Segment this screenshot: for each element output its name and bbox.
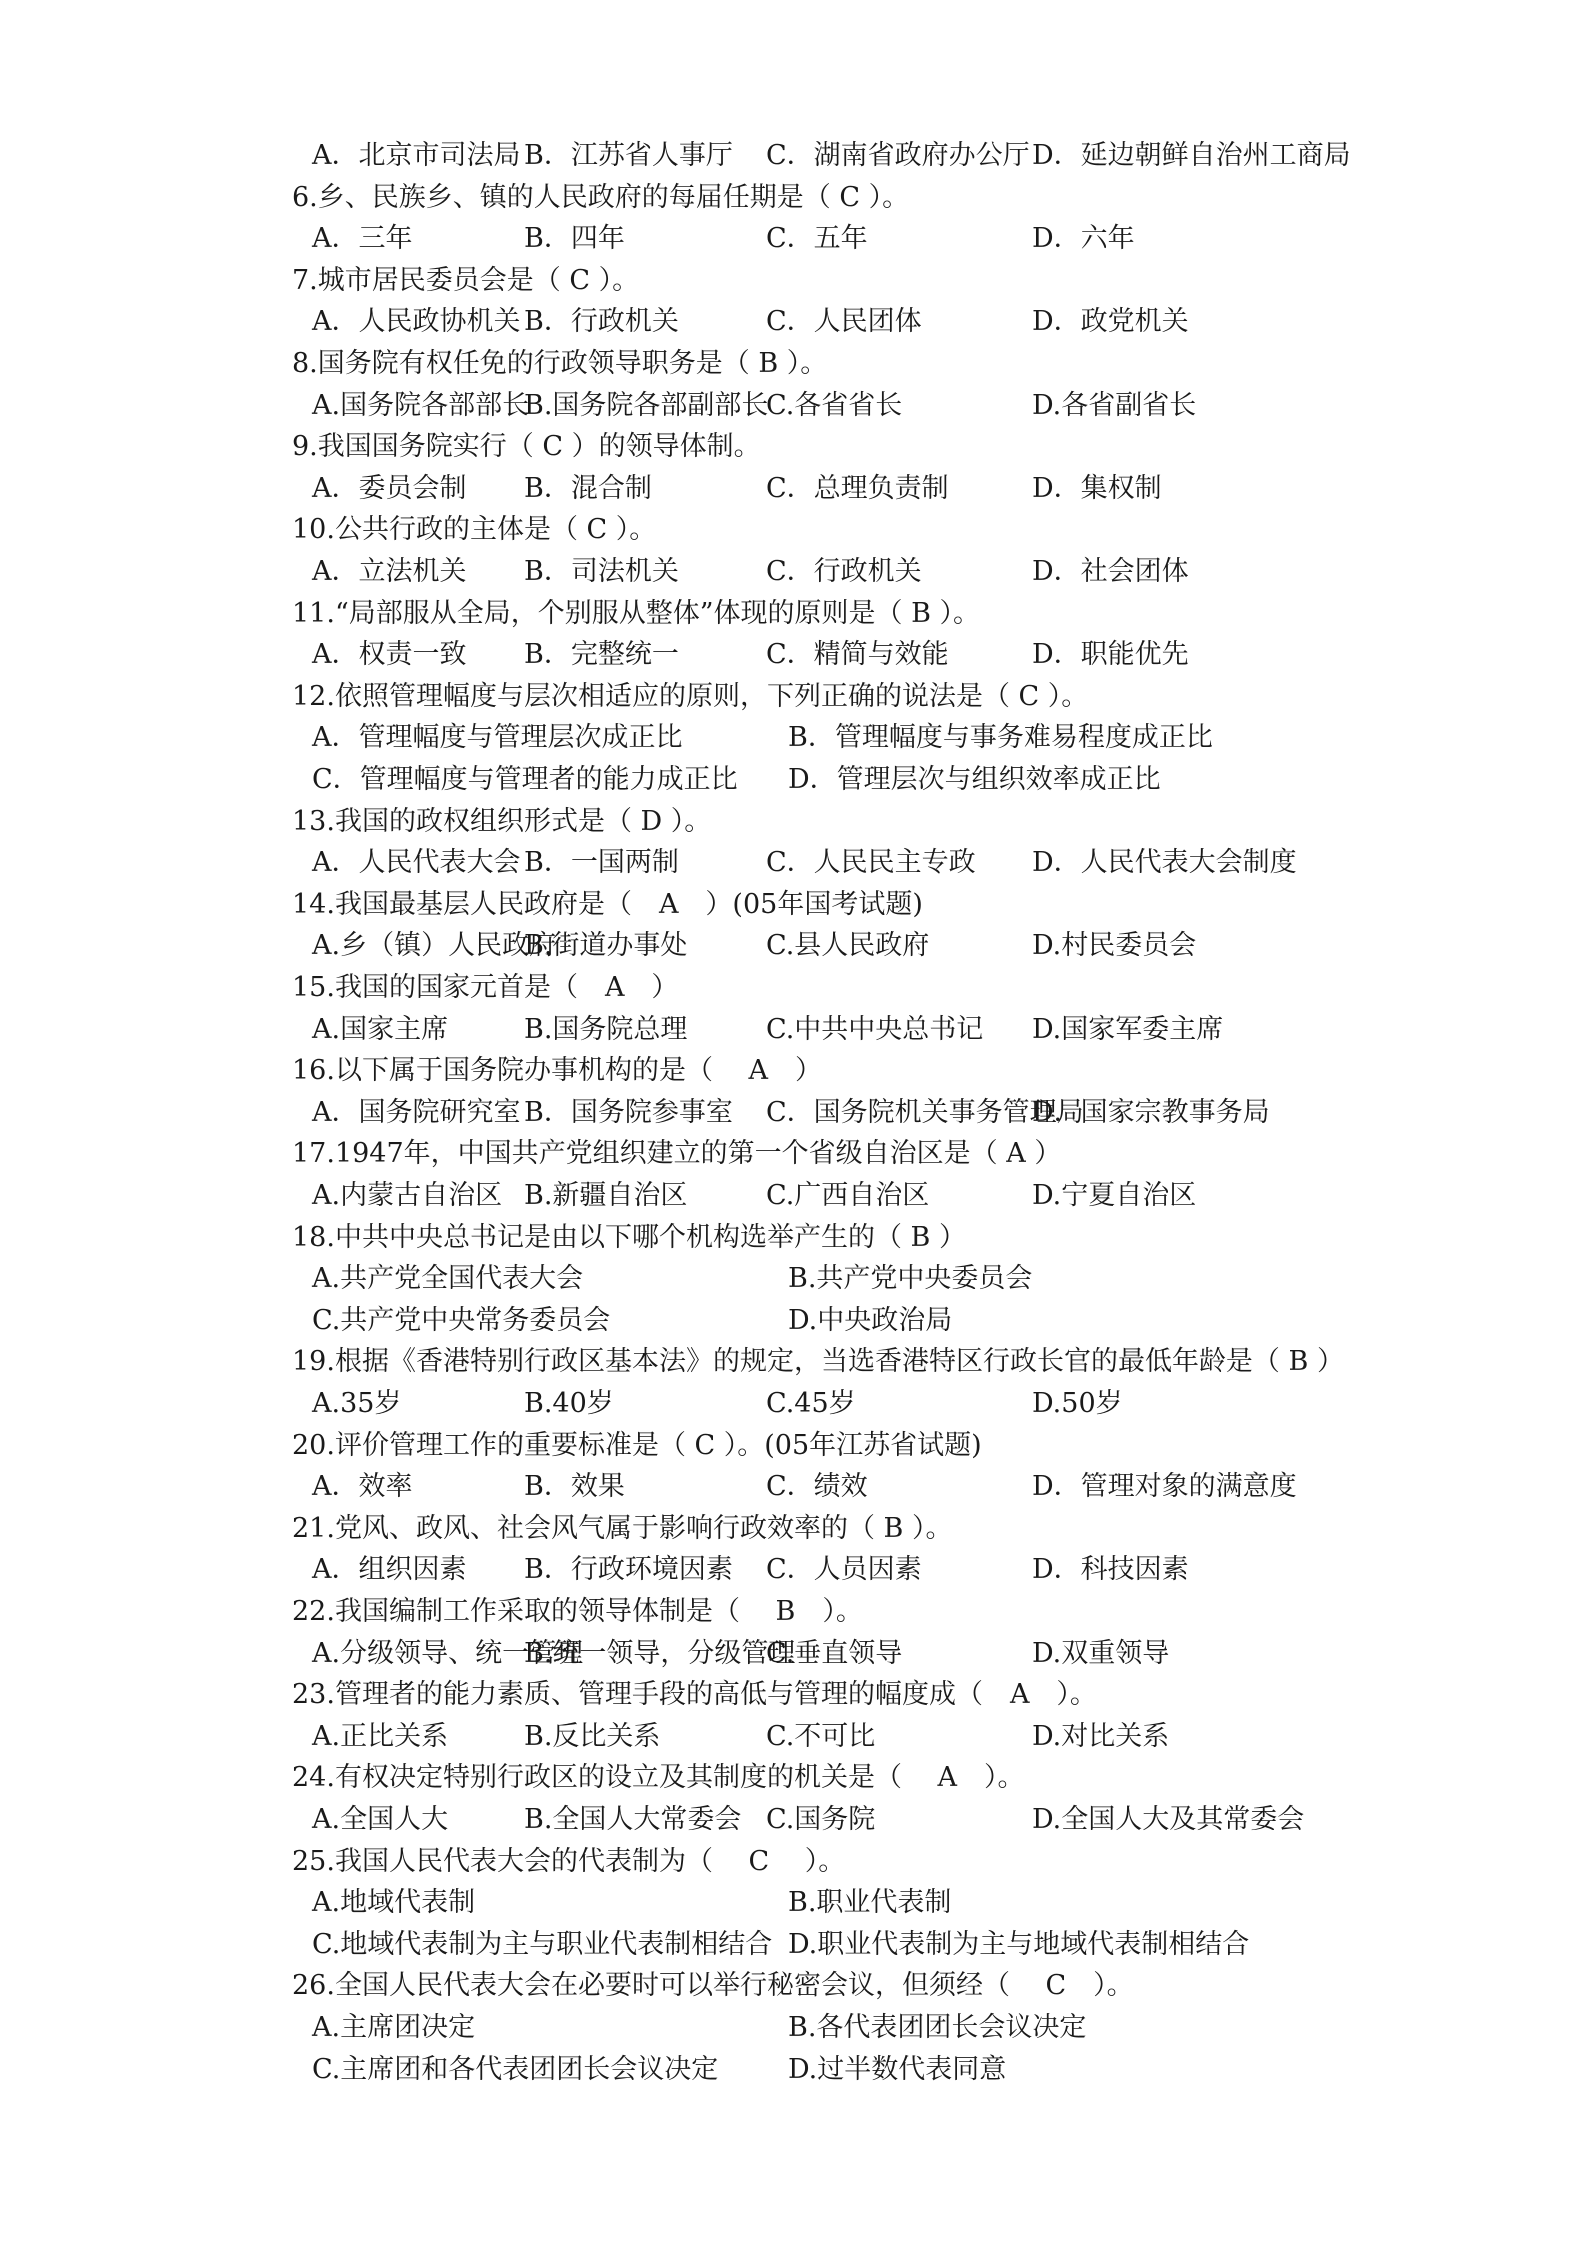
option-text: A.35岁	[312, 1388, 402, 1419]
options-line	[0, 759, 1594, 801]
question-text: 23.管理者的能力素质、管理手段的高低与管理的幅度成（ A ）。	[292, 1679, 1097, 1710]
option-text: A.全国人大	[312, 1804, 449, 1835]
option-text: C．管理幅度与管理者的能力成正比	[312, 764, 738, 795]
option-text: D.国家军委主席	[1032, 1014, 1224, 1045]
option-text: C．绩效	[766, 1471, 868, 1502]
question-line	[0, 177, 1594, 219]
option-text: D．职能优先	[1032, 639, 1189, 670]
question-line	[0, 260, 1594, 302]
option-text: B．混合制	[524, 473, 652, 504]
question-line	[0, 1133, 1594, 1175]
question-line	[0, 1050, 1594, 1092]
question-line	[0, 676, 1594, 718]
options-line	[0, 634, 1594, 676]
question-text: 6.乡、民族乡、镇的人民政府的每届任期是（ C ）。	[292, 182, 910, 213]
question-text: 25.我国人民代表大会的代表制为（ C ）。	[292, 1846, 846, 1877]
option-text: A．三年	[312, 223, 413, 254]
options-line	[0, 135, 1594, 177]
option-text: A.共产党全国代表大会	[312, 1263, 584, 1294]
option-text: A.乡（镇）人民政府	[312, 930, 557, 961]
question-line	[0, 1841, 1594, 1883]
option-text: C．国务院机关事务管理局	[766, 1097, 1084, 1128]
question-text: 26.全国人民代表大会在必要时可以举行秘密会议，但须经（ C ）。	[292, 1970, 1134, 2001]
options-line	[0, 1466, 1594, 1508]
option-text: C.垂直领导	[766, 1638, 903, 1669]
option-text: B.40岁	[524, 1388, 614, 1419]
options-line	[0, 301, 1594, 343]
option-text: D.过半数代表同意	[788, 2054, 1007, 2085]
option-text: B.反比关系	[524, 1721, 661, 1752]
option-text: C．湖南省政府办公厅	[766, 140, 1030, 171]
options-line	[0, 218, 1594, 260]
options-line	[0, 551, 1594, 593]
option-text: B．国务院参事室	[524, 1097, 733, 1128]
question-text: 8.国务院有权任免的行政领导职务是（ B ）。	[292, 348, 828, 379]
question-text: 7.城市居民委员会是（ C ）。	[292, 265, 640, 296]
option-text: A.分级领导、统一管理	[312, 1638, 584, 1669]
option-text: B．司法机关	[524, 556, 679, 587]
options-line	[0, 717, 1594, 759]
question-line	[0, 1217, 1594, 1259]
option-text: D.全国人大及其常委会	[1032, 1804, 1305, 1835]
question-text: 9.我国国务院实行（ C ）的领导体制。	[292, 431, 761, 462]
question-text: 14.我国最基层人民政府是（ A ）(05年国考试题)	[292, 889, 923, 920]
options-line	[0, 1092, 1594, 1134]
question-text: 21.党风、政风、社会风气属于影响行政效率的（ B ）。	[292, 1513, 953, 1544]
option-text: C．人员因素	[766, 1554, 922, 1585]
question-text: 24.有权决定特别行政区的设立及其制度的机关是（ A ）。	[292, 1762, 1025, 1793]
question-line	[0, 1757, 1594, 1799]
question-text: 12.依照管理幅度与层次相适应的原则，下列正确的说法是（ C ）。	[292, 681, 1089, 712]
option-text: C.地域代表制为主与职业代表制相结合	[312, 1929, 773, 1960]
option-text: B．行政环境因素	[524, 1554, 733, 1585]
option-text: A．组织因素	[312, 1554, 467, 1585]
option-text: C.各省省长	[766, 390, 903, 421]
options-line	[0, 1633, 1594, 1675]
option-text: A．效率	[312, 1471, 413, 1502]
option-text: C．精简与效能	[766, 639, 949, 670]
option-text: D.双重领导	[1032, 1638, 1170, 1669]
option-text: B.全国人大常委会	[524, 1804, 742, 1835]
option-text: C．五年	[766, 223, 868, 254]
question-line	[0, 343, 1594, 385]
option-text: B.国务院总理	[524, 1014, 688, 1045]
options-line	[0, 2049, 1594, 2091]
option-text: D.村民委员会	[1032, 930, 1197, 961]
options-line	[0, 1549, 1594, 1591]
option-text: A．人民代表大会	[312, 847, 521, 878]
option-text: B.各代表团团长会议决定	[788, 2012, 1087, 2043]
option-text: B．江苏省人事厅	[524, 140, 733, 171]
options-line	[0, 842, 1594, 884]
option-text: C.不可比	[766, 1721, 876, 1752]
option-text: B．管理幅度与事务难易程度成正比	[788, 722, 1213, 753]
option-text: A．权责一致	[312, 639, 467, 670]
option-text: D.中央政治局	[788, 1305, 953, 1336]
question-text: 10.公共行政的主体是（ C ）。	[292, 514, 657, 545]
option-text: B．一国两制	[524, 847, 679, 878]
option-text: A．北京市司法局	[312, 140, 521, 171]
options-line	[0, 1258, 1594, 1300]
option-text: A.国务院各部部长	[312, 390, 530, 421]
option-text: B．完整统一	[524, 639, 679, 670]
options-line	[0, 1300, 1594, 1342]
question-text: 11.“局部服从全局，个别服从整体”体现的原则是（ B ）。	[292, 598, 981, 629]
option-text: D.50岁	[1032, 1388, 1123, 1419]
option-text: A.主席团决定	[312, 2012, 476, 2043]
question-line	[0, 509, 1594, 551]
option-text: B.统一领导，分级管理	[524, 1638, 796, 1669]
option-text: C.国务院	[766, 1804, 876, 1835]
option-text: A．委员会制	[312, 473, 467, 504]
option-text: A．立法机关	[312, 556, 467, 587]
question-text: 19.根据《香港特别行政区基本法》的规定，当选香港特区行政长官的最低年龄是（ B ）	[292, 1346, 1344, 1377]
options-line	[0, 1175, 1594, 1217]
option-text: D.对比关系	[1032, 1721, 1170, 1752]
option-text: B.职业代表制	[788, 1887, 952, 1918]
question-line	[0, 1674, 1594, 1716]
option-text: A．管理幅度与管理层次成正比	[312, 722, 683, 753]
question-line	[0, 1341, 1594, 1383]
options-line	[0, 1716, 1594, 1758]
question-line	[0, 593, 1594, 635]
option-text: B．效果	[524, 1471, 625, 1502]
option-text: C.主席团和各代表团团长会议决定	[312, 2054, 719, 2085]
options-line	[0, 1799, 1594, 1841]
option-text: D.各省副省长	[1032, 390, 1197, 421]
question-text: 16.以下属于国务院办事机构的是（ A ）	[292, 1055, 823, 1086]
option-text: C．总理负责制	[766, 473, 949, 504]
option-text: D．管理层次与组织效率成正比	[788, 764, 1161, 795]
option-text: D．社会团体	[1032, 556, 1189, 587]
question-line	[0, 1965, 1594, 2007]
option-text: A．人民政协机关	[312, 306, 521, 337]
option-text: B．行政机关	[524, 306, 679, 337]
question-text: 13.我国的政权组织形式是（ D ）。	[292, 806, 712, 837]
question-text: 22.我国编制工作采取的领导体制是（ B ）。	[292, 1596, 863, 1627]
options-line	[0, 385, 1594, 427]
option-text: D．人民代表大会制度	[1032, 847, 1297, 878]
options-line	[0, 1924, 1594, 1966]
option-text: B．四年	[524, 223, 625, 254]
option-text: D.宁夏自治区	[1032, 1180, 1197, 1211]
option-text: D．国家宗教事务局	[1032, 1097, 1270, 1128]
question-text: 18.中共中央总书记是由以下哪个机构选举产生的（ B ）	[292, 1222, 966, 1253]
options-line	[0, 925, 1594, 967]
option-text: C．人民团体	[766, 306, 922, 337]
option-text: A.内蒙古自治区	[312, 1180, 503, 1211]
option-text: C.县人民政府	[766, 930, 930, 961]
question-line	[0, 1508, 1594, 1550]
option-text: C.广西自治区	[766, 1180, 930, 1211]
option-text: C.共产党中央常务委员会	[312, 1305, 611, 1336]
option-text: A．国务院研究室	[312, 1097, 521, 1128]
option-text: D．科技因素	[1032, 1554, 1189, 1585]
question-line	[0, 426, 1594, 468]
option-text: C.45岁	[766, 1388, 856, 1419]
option-text: A.正比关系	[312, 1721, 449, 1752]
question-text: 20.评价管理工作的重要标准是（ C ）。(05年江苏省试题)	[292, 1430, 982, 1461]
option-text: B.共产党中央委员会	[788, 1263, 1033, 1294]
option-text: B.新疆自治区	[524, 1180, 688, 1211]
option-text: B.街道办事处	[524, 930, 688, 961]
option-text: D．延边朝鲜自治州工商局	[1032, 140, 1351, 171]
option-text: C.中共中央总书记	[766, 1014, 984, 1045]
question-line	[0, 967, 1594, 1009]
options-line	[0, 468, 1594, 510]
option-text: A.国家主席	[312, 1014, 449, 1045]
question-text: 17.1947年，中国共产党组织建立的第一个省级自治区是（ A ）	[292, 1138, 1062, 1169]
options-line	[0, 1009, 1594, 1051]
question-line	[0, 884, 1594, 926]
option-text: D．管理对象的满意度	[1032, 1471, 1297, 1502]
question-line	[0, 1425, 1594, 1467]
option-text: D．政党机关	[1032, 306, 1189, 337]
question-text: 15.我国的国家元首是（ A ）	[292, 972, 679, 1003]
question-line	[0, 1591, 1594, 1633]
option-text: D．六年	[1032, 223, 1135, 254]
option-text: C．行政机关	[766, 556, 922, 587]
options-line	[0, 1882, 1594, 1924]
question-line	[0, 801, 1594, 843]
option-text: C．人民民主专政	[766, 847, 976, 878]
option-text: D．集权制	[1032, 473, 1162, 504]
option-text: B.国务院各部副部长	[524, 390, 769, 421]
options-line	[0, 2007, 1594, 2049]
option-text: A.地域代表制	[312, 1887, 476, 1918]
options-line	[0, 1383, 1594, 1425]
option-text: D.职业代表制为主与地域代表制相结合	[788, 1929, 1250, 1960]
